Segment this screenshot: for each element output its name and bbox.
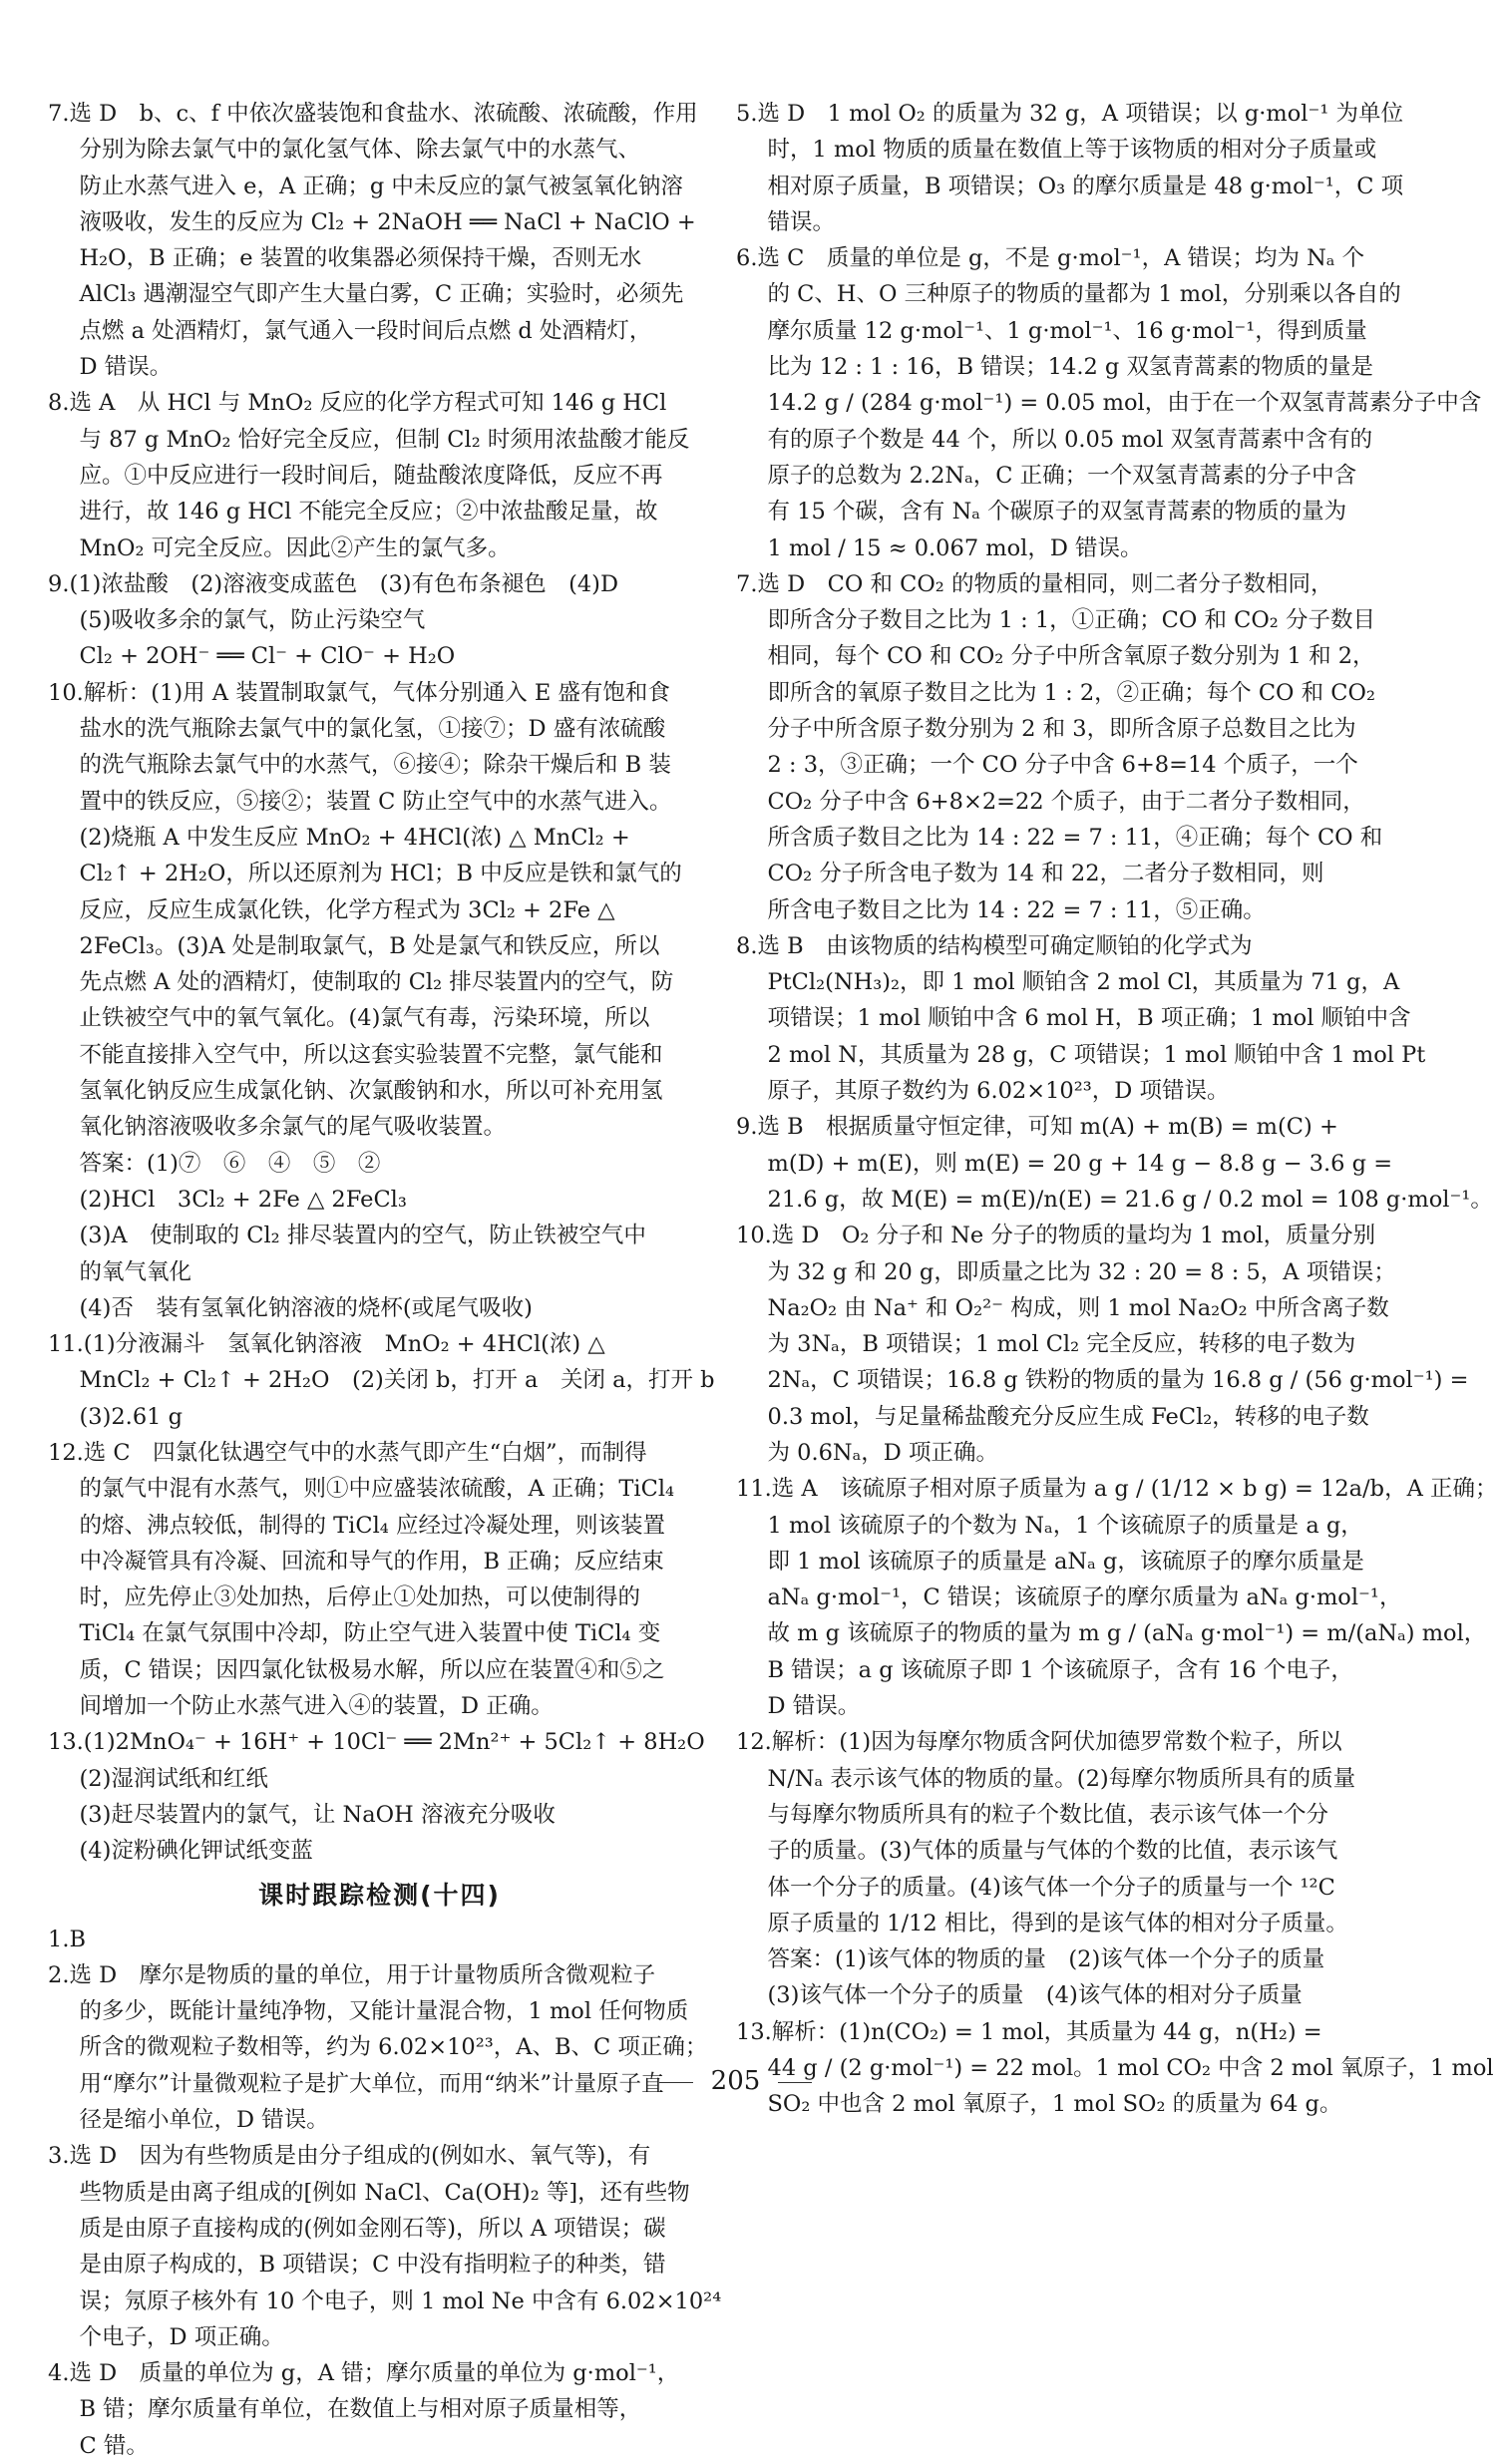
answer-line: 13.解析：(1)n(CO₂) = 1 mol，其质量为 44 g，n(H₂) = <box>736 2018 1322 2045</box>
answer-line: 比为 12 : 1 : 16，B 错误；14.2 g 双氢青蒿素的物质的量是 <box>767 354 1373 381</box>
answer-line: 13.(1)2MnO₄⁻ + 16H⁺ + 10Cl⁻ ══ 2Mn²⁺ + 5Cl₂↑ + 8H₂O <box>48 1729 705 1756</box>
page-number-dash-left <box>659 2082 693 2083</box>
answer-line: 为 32 g 和 20 g，即质量之比为 32 : 20 = 8 : 5，A 项错误； <box>767 1258 1396 1285</box>
answer-line: 先点燃 A 处的酒精灯，使制取的 Cl₂ 排尽装置内的空气，防 <box>79 969 674 996</box>
answer-line: 8.选 A 从 HCl 与 MnO₂ 反应的化学方程式可知 146 g HCl <box>48 390 667 417</box>
answer-line: 应。①中反应进行一段时间后，随盐酸浓度降低，反应不再 <box>79 462 663 489</box>
answer-line: 12.解析：(1)因为每摩尔物质含阿伏加德罗常数个粒子，所以 <box>736 1729 1342 1756</box>
answer-line: 原子的总数为 2.2Nₐ，C 正确；一个双氢青蒿素的分子中含 <box>767 462 1357 489</box>
answer-item-r11 <box>736 1471 1497 1724</box>
answer-line: MnO₂ 可完全反应。因此②产生的氯气多。 <box>79 534 511 561</box>
answer-line: N/Nₐ 表示该气体的物质的量。(2)每摩尔物质所具有的质量 <box>767 1765 1356 1792</box>
answer-line: 1 mol 该硫原子的个数为 Nₐ，1 个该硫原子的质量是 a g， <box>767 1512 1363 1539</box>
answer-line: 14.2 g / (284 g·mol⁻¹) = 0.05 mol，由于在一个双氢青蒿素分子中含 <box>767 390 1482 417</box>
answer-line: (4)淀粉碘化钾试纸变蓝 <box>79 1838 313 1865</box>
answer-line: 与每摩尔物质所具有的粒子个数比值，表示该气体一个分 <box>767 1801 1329 1828</box>
answer-line: 体一个分子的质量。(4)该气体一个分子的质量与一个 ¹²C <box>767 1874 1335 1901</box>
answer-line: 间增加一个防止水蒸气进入④的装置，D 正确。 <box>79 1693 554 1720</box>
answer-line: 为 0.6Nₐ，D 项正确。 <box>767 1439 998 1466</box>
answer-line: 子的质量。(3)气体的质量与气体的个数的比值，表示该气 <box>767 1838 1338 1865</box>
answer-item-s4 <box>48 2355 711 2464</box>
answer-line: 氢氧化钠反应生成氯化钠、次氯酸钠和水，所以可补充用氢 <box>79 1078 663 1105</box>
answer-line: 相对原子质量，B 项错误；O₃ 的摩尔质量是 48 g·mol⁻¹，C 项 <box>767 173 1404 199</box>
answer-line: 止铁被空气中的氧气氧化。(4)氯气有毒，污染环境，所以 <box>79 1005 650 1032</box>
answer-line: 相同，每个 CO 和 CO₂ 分子中所含氧原子数分别为 1 和 2， <box>767 643 1375 670</box>
answer-line: 的氯气中混有水蒸气，则①中应盛装浓硫酸，A 正确；TiCl₄ <box>79 1476 675 1503</box>
answer-line: Cl₂ + 2OH⁻ ══ Cl⁻ + ClO⁻ + H₂O <box>79 643 456 670</box>
answer-line: Na₂O₂ 由 Na⁺ 和 O₂²⁻ 构成，则 1 mol Na₂O₂ 中所含离子数 <box>767 1294 1389 1321</box>
answer-line: 即所含的氧原子数目之比为 1 : 2，②正确；每个 CO 和 CO₂ <box>767 679 1375 706</box>
answer-line: 摩尔质量 12 g·mol⁻¹、1 g·mol⁻¹、16 g·mol⁻¹，得到质量 <box>767 317 1367 344</box>
answer-line: 用“摩尔”计量微观粒子是扩大单位，而用“纳米”计量原子直 <box>79 2070 664 2097</box>
answer-item-s2 <box>48 1957 711 2138</box>
answer-item-q9 <box>48 566 711 675</box>
answer-line: 2 mol N，其质量为 28 g，C 项错误；1 mol 顺铂中含 1 mol Pt <box>767 1041 1426 1068</box>
answer-line: 的多少，既能计量纯净物，又能计量混合物，1 mol 任何物质 <box>79 1998 689 2025</box>
answer-line: (3)该气体一个分子的质量 (4)该气体的相对分子质量 <box>767 1982 1303 2009</box>
answer-line: 分别为除去氯气中的氯化氢气体、除去氯气中的水蒸气、 <box>79 137 641 164</box>
answer-item-r8 <box>736 928 1426 1109</box>
answer-line: aNₐ g·mol⁻¹，C 错误；该硫原子的摩尔质量为 aNₐ g·mol⁻¹， <box>767 1584 1402 1611</box>
answer-line: 原子质量的 1/12 相比，得到的是该气体的相对分子质量。 <box>767 1910 1348 1936</box>
answer-line: 盐水的洗气瓶除去氯气中的氯化氢，①接⑦；D 盛有浓硫酸 <box>79 716 666 743</box>
answer-item-s1 <box>48 1922 711 1957</box>
answer-line: 个电子，D 项正确。 <box>79 2323 284 2350</box>
answer-line: (2)烧瓶 A 中发生反应 MnO₂ + 4HCl(浓) △ MnCl₂ + <box>79 824 630 851</box>
answer-line: D 错误。 <box>767 1693 861 1720</box>
answer-line: 误；氖原子核外有 10 个电子，则 1 mol Ne 中含有 6.02×10²⁴ <box>79 2288 722 2314</box>
answer-line: 点燃 a 处酒精灯，氯气通入一段时间后点燃 d 处酒精灯， <box>79 317 652 344</box>
left-column <box>48 96 722 2464</box>
answer-item-r5 <box>736 96 1404 240</box>
answer-line: 的氧气氧化 <box>79 1258 192 1285</box>
answer-line: 置中的铁反应，⑤接②；装置 C 防止空气中的水蒸气进入。 <box>79 788 672 815</box>
answer-line: 质，C 错误；因四氯化钛极易水解，所以应在装置④和⑤之 <box>79 1656 665 1683</box>
answer-line: 的熔、沸点较低，制得的 TiCl₄ 应经过冷凝处理，则该装置 <box>79 1512 665 1539</box>
answer-line: 项错误；1 mol 顺铂中含 6 mol H，B 项正确；1 mol 顺铂中含 <box>767 1005 1411 1032</box>
answer-line: 7.选 D b、c、f 中依次盛装饱和食盐水、浓硫酸、浓硫酸，作用 <box>48 101 698 127</box>
answer-line: 10.解析：(1)用 A 装置制取氯气，气体分别通入 E 盛有饱和食 <box>48 679 670 706</box>
answer-line: 与 87 g MnO₂ 恰好完全反应，但制 Cl₂ 时须用浓盐酸才能反 <box>79 426 690 453</box>
answer-item-s3 <box>48 2138 722 2355</box>
answer-line: 反应，反应生成氯化铁，化学方程式为 3Cl₂ + 2Fe △ <box>79 896 615 923</box>
answer-line: 即所含分子数目之比为 1 : 1，①正确；CO 和 CO₂ 分子数目 <box>767 607 1375 634</box>
answer-line: 有的原子个数是 44 个，所以 0.05 mol 双氢青蒿素中含有的 <box>767 426 1373 453</box>
answer-line: 5.选 D 1 mol O₂ 的质量为 32 g，A 项错误；以 g·mol⁻¹ 为单位 <box>736 101 1404 127</box>
answer-item-r7 <box>736 566 1399 928</box>
answer-line: 2.选 D 摩尔是物质的量的单位，用于计量物质所含微观粒子 <box>48 1961 656 1988</box>
answer-line: 故 m g 该硫原子的物质的量为 m g / (aNₐ g·mol⁻¹) = m/(aNₐ) mol， <box>767 1620 1487 1647</box>
page-number-text: 205 <box>710 2066 761 2096</box>
answer-line: 时，1 mol 物质的质量在数值上等于该物质的相对分子质量或 <box>767 137 1377 164</box>
answer-item-q13 <box>48 1724 711 1869</box>
answer-line: 所含质子数目之比为 14 : 22 = 7 : 11，④正确；每个 CO 和 <box>767 824 1383 851</box>
answer-line: 的洗气瓶除去氯气中的水蒸气，⑥接④；除杂干燥后和 B 装 <box>79 752 671 779</box>
answer-line: 原子，其原子数约为 6.02×10²³，D 项错误。 <box>767 1078 1230 1105</box>
answer-line: 9.(1)浓盐酸 (2)溶液变成蓝色 (3)有色布条褪色 (4)D <box>48 570 618 597</box>
answer-line: PtCl₂(NH₃)₂，即 1 mol 顺铂含 2 mol Cl，其质量为 71 g，A <box>767 969 1400 996</box>
answer-line: 质是由原子直接构成的(例如金刚石等)，所以 A 项错误；碳 <box>79 2215 666 2242</box>
answer-line: 时，应先停止③处加热，后停止①处加热，可以使制得的 <box>79 1584 641 1611</box>
answer-line: 错误。 <box>767 208 836 235</box>
answer-line: D 错误。 <box>79 354 173 381</box>
answer-line: m(D) + m(E)，则 m(E) = 20 g + 14 g − 8.8 g − 3.6 g = <box>767 1150 1393 1177</box>
answer-line: 6.选 C 质量的单位是 g，不是 g·mol⁻¹，A 错误；均为 Nₐ 个 <box>736 245 1365 272</box>
answer-line: 是由原子构成的，B 项错误；C 中没有指明粒子的种类，错 <box>79 2252 666 2279</box>
answer-line: 11.(1)分液漏斗 氢氧化钠溶液 MnO₂ + 4HCl(浓) △ <box>48 1331 605 1358</box>
answer-line: 有 15 个碳，含有 Nₐ 个碳原子的双氢青蒿素的物质的量为 <box>767 499 1347 526</box>
section-title: 课时跟踪检测(十四) <box>258 1880 501 1910</box>
answer-line: 即 1 mol 该硫原子的质量是 aNₐ g，该硫原子的摩尔质量是 <box>767 1548 1364 1575</box>
answer-line: 1 mol / 15 ≈ 0.067 mol，D 错误。 <box>767 534 1143 561</box>
answer-item-q7 <box>48 96 711 385</box>
answer-line: 3.选 D 因为有些物质是由分子组成的(例如水、氧气等)，有 <box>48 2143 651 2170</box>
answer-line: 中冷凝管具有冷凝、回流和导气的作用，B 正确；反应结束 <box>79 1548 664 1575</box>
answer-line: 氧化钠溶液吸收多余氯气的尾气吸收装置。 <box>79 1114 507 1141</box>
answer-line: AlCl₃ 遇潮湿空气即产生大量白雾，C 正确；实验时，必须先 <box>79 281 684 308</box>
answer-item-q8 <box>48 385 711 565</box>
answer-line: 2 : 3，③正确；一个 CO 分子中含 6+8=14 个质子，一个 <box>767 752 1358 779</box>
answer-line: Cl₂↑ + 2H₂O，所以还原剂为 HCl；B 中反应是铁和氯气的 <box>79 861 682 887</box>
answer-line: 分子中所含原子数分别为 2 和 3，即所含原子总数目之比为 <box>767 716 1356 743</box>
answer-line: (5)吸收多余的氯气，防止污染空气 <box>79 607 426 634</box>
answer-line: 2FeCl₃。(3)A 处是制取氯气，B 处是氯气和铁反应，所以 <box>79 932 660 959</box>
answer-line: SO₂ 中也含 2 mol 氧原子，1 mol SO₂ 的质量为 64 g。 <box>767 2091 1342 2118</box>
answer-line: 11.选 A 该硫原子相对原子质量为 a g / (1/12 × b g) = 12a/b，A 正确； <box>736 1476 1497 1503</box>
answer-item-r10 <box>736 1218 1469 1471</box>
answer-line: (3)A 使制取的 Cl₂ 排尽装置内的空气，防止铁被空气中 <box>79 1223 646 1249</box>
answer-line: 2Nₐ，C 项错误；16.8 g 铁粉的物质的量为 16.8 g / (56 g·mol⁻¹) = <box>767 1367 1469 1394</box>
answer-line: (4)否 装有氢氧化钠溶液的烧杯(或尾气吸收) <box>79 1294 533 1321</box>
answer-line: (2)HCl 3Cl₂ + 2Fe △ 2FeCl₃ <box>79 1186 407 1213</box>
answer-line: 1.B <box>48 1926 87 1952</box>
answer-line: 防止水蒸气进入 e，A 正确；g 中未反应的氯气被氢氧化钠溶 <box>79 173 683 199</box>
answer-line: C 错。 <box>79 2432 149 2459</box>
answer-item-q10 <box>48 675 711 1326</box>
right-column <box>736 96 1497 2123</box>
answer-line: 的 C、H、O 三种原子的物质的量都为 1 mol，分别乘以各自的 <box>767 281 1401 308</box>
page-number <box>0 2066 1471 2096</box>
answer-line: 进行，故 146 g HCl 不能完全反应；②中浓盐酸足量，故 <box>79 499 658 526</box>
answer-item-r9 <box>736 1109 1493 1218</box>
answer-line: CO₂ 分子中含 6+8×2=22 个质子，由于二者分子数相同， <box>767 788 1365 815</box>
answer-line: 4.选 D 质量的单位为 g，A 错；摩尔质量的单位为 g·mol⁻¹， <box>48 2360 680 2387</box>
answer-line: TiCl₄ 在氯气氛围中冷却，防止空气进入装置中使 TiCl₄ 变 <box>79 1620 661 1647</box>
answer-line: 7.选 D CO 和 CO₂ 的物质的量相同，则二者分子数相同， <box>736 570 1333 597</box>
answer-line: (3)2.61 g <box>79 1403 184 1430</box>
answer-line: 21.6 g，故 M(E) = m(E)/n(E) = 21.6 g / 0.2 mol = 108 g·mol⁻¹。 <box>767 1186 1493 1213</box>
answer-item-q12 <box>48 1435 711 1724</box>
answer-line: 为 3Nₐ，B 项错误；1 mol Cl₂ 完全反应，转移的电子数为 <box>767 1331 1356 1358</box>
answer-line: 不能直接排入空气中，所以这套实验装置不完整，氯气能和 <box>79 1041 663 1068</box>
answer-line: CO₂ 分子所含电子数为 14 和 22，二者分子数相同，则 <box>767 861 1324 887</box>
answer-line: 所含的微观粒子数相等，约为 6.02×10²³，A、B、C 项正确； <box>79 2034 708 2061</box>
answer-line: 9.选 B 根据质量守恒定律，可知 m(A) + m(B) = m(C) + <box>736 1114 1338 1141</box>
answer-line: 8.选 B 由该物质的结构模型可确定顺铂的化学式为 <box>736 932 1253 959</box>
answer-line: 12.选 C 四氯化钛遇空气中的水蒸气即产生“白烟”，而制得 <box>48 1439 647 1466</box>
answer-line: 答案：(1)该气体的物质的量 (2)该气体一个分子的质量 <box>767 1946 1325 1973</box>
answer-line: B 错；摩尔质量有单位，在数值上与相对原子质量相等， <box>79 2396 642 2423</box>
answer-line: 液吸收，发生的反应为 Cl₂ + 2NaOH ══ NaCl + NaClO + <box>79 208 696 235</box>
answer-line: 10.选 D O₂ 分子和 Ne 分子的物质的量均为 1 mol，质量分别 <box>736 1223 1376 1249</box>
answer-line: 44 g / (2 g·mol⁻¹) = 22 mol。1 mol CO₂ 中含 2 mol 氧原子，1 mol <box>767 2055 1494 2082</box>
answer-line: 些物质是由离子组成的[例如 NaCl、Ca(OH)₂ 等]，还有些物 <box>79 2179 690 2206</box>
page-number-dash-right <box>778 2082 812 2083</box>
answer-line: MnCl₂ + Cl₂↑ + 2H₂O (2)关闭 b，打开 a 关闭 a，打开 b <box>79 1367 715 1394</box>
answer-item-r12 <box>736 1724 1399 2013</box>
answer-line: H₂O，B 正确；e 装置的收集器必须保持干燥，否则无水 <box>79 245 642 272</box>
answer-item-r6 <box>736 240 1482 566</box>
answer-line: 径是缩小单位，D 错误。 <box>79 2107 329 2134</box>
answer-line: 0.3 mol，与足量稀盐酸充分反应生成 FeCl₂，转移的电子数 <box>767 1403 1369 1430</box>
answer-line: (2)湿润试纸和红纸 <box>79 1765 268 1792</box>
answer-item-q11 <box>48 1326 715 1435</box>
answer-line: 答案：(1)⑦ ⑥ ④ ⑤ ② <box>79 1150 381 1177</box>
answer-line: B 错误；a g 该硫原子即 1 个该硫原子，含有 16 个电子， <box>767 1656 1353 1683</box>
answer-line: (3)赶尽装置内的氯气，让 NaOH 溶液充分吸收 <box>79 1801 556 1828</box>
answer-line: 所含电子数目之比为 14 : 22 = 7 : 11，⑤正确。 <box>767 896 1266 923</box>
